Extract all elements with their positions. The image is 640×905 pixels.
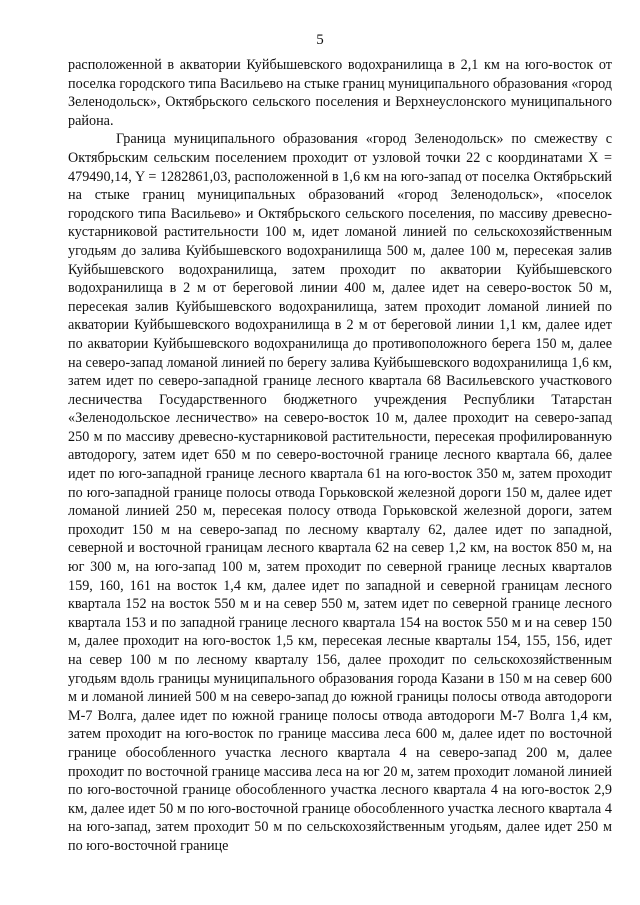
- document-body: [68, 56, 612, 856]
- paragraph: расположенной в акватории Куйбышевского водохранилища в 2,1 км на юго-восток от поселка городского типа Васильево на стыке границ муниципального образования «город Зеленодольск», Октябрьского сельского поселения и Верхнеуслонского муниципального района.: [68, 57, 612, 129]
- paragraph: Граница муниципального образования «город Зеленодольск» по смежеству с Октябрьским сельским поселением проходит от узловой точки 22 с координатами X = 479490,14, Y = 1282861,03, расположенной в 1,6 км на юго-запад от поселка Октябрьский на стыке границ муниципальных образований «город Зеленодольск», «поселок городского типа Васильево» и Октябрьского сельского поселения, по массиву древесно-кустарниковой растительности 100 м, идет ломаной линией по сельскохозяйственным угодьям до залива Куйбышевского водохранилища 500 м, далее 100 м, пересекая залив Куйбышевского водохранилища, затем проходит по акватории Куйбышевского водохранилища в 2 м от береговой линии 400 м, далее идет на северо-восток 50 м, пересекая залив Куйбышевского водохранилища, затем проходит ломаной линией по акватории Куйбышевского водохранилища в 2 м от береговой линии 1,1 км, далее идет по акватории Куйбышевского водохранилища до противоположного берега 150 м, далее на северо-запад ломаной линией по берегу залива Куйбышевского водохранилища 1,6 км, затем идет по северо-западной границе лесного квартала 68 Васильевского участкового лесничества Государственного бюджетного учреждения Республики Татарстан «Зеленодольское лесничество» на северо-восток 10 м, далее проходит на северо-запад 250 м по массиву древесно-кустарниковой растительности, пересекая профилированную автодорогу, затем идет 650 м по северо-восточной границе лесного квартала 66, далее идет по юго-западной границе лесного квартала 61 на юго-восток 350 м, затем проходит по юго-западной границе полосы отвода Горьковской железной дороги 150 м, далее идет ломаной линией 250 м, пересекая полосу отвода Горьковской железной дороги, затем проходит 150 м на северо-запад по лесному кварталу 62, далее идет по западной, северной и восточной границам лесного квартала 62 на север 1,2 км, на восток 850 м, на юг 300 м, на юго-запад 100 м, затем проходит по северной границе лесных кварталов 159, 160, 161 на восток 1,4 км, далее идет по западной и северной границам лесного квартала 152 на восток 550 м и на север 550 м, затем идет по северной границе лесного квартала 153 и по западной границе лесного квартала 154 на восток 550 м и на север 150 м, далее проходит на юго-восток 1,5 км, пересекая лесные кварталы 154, 155, 156, идет на север 100 м по лесному кварталу 156, далее проходит по сельскохозяйственным угодьям вдоль границы муниципального образования города Казани в 150 м на север 600 м и ломаной линией 500 м на северо-запад до южной границы полосы отвода автодороги М-7 Волга, далее идет по южной границе полосы отвода автодороги М-7 Волга 1,4 км, затем проходит на юго-восток по границе массива леса 600 м, далее идет по восточной границе обособленного участка лесного квартала 4 на северо-запад 200 м, далее проходит по восточной границе массива леса на юг 20 м, затем проходит ломаной линией по юго-восточной границе обособленного участка лесного квартала 4 на юго-восток 2,9 км, далее идет 50 м по юго-восточной границе обособленного участка лесного квартала 4 на юго-запад, затем проходит 50 м по сельскохозяйственным угодьям, далее идет 250 м по юго-восточной границе: [68, 131, 612, 854]
- page-number: 5: [316, 32, 324, 48]
